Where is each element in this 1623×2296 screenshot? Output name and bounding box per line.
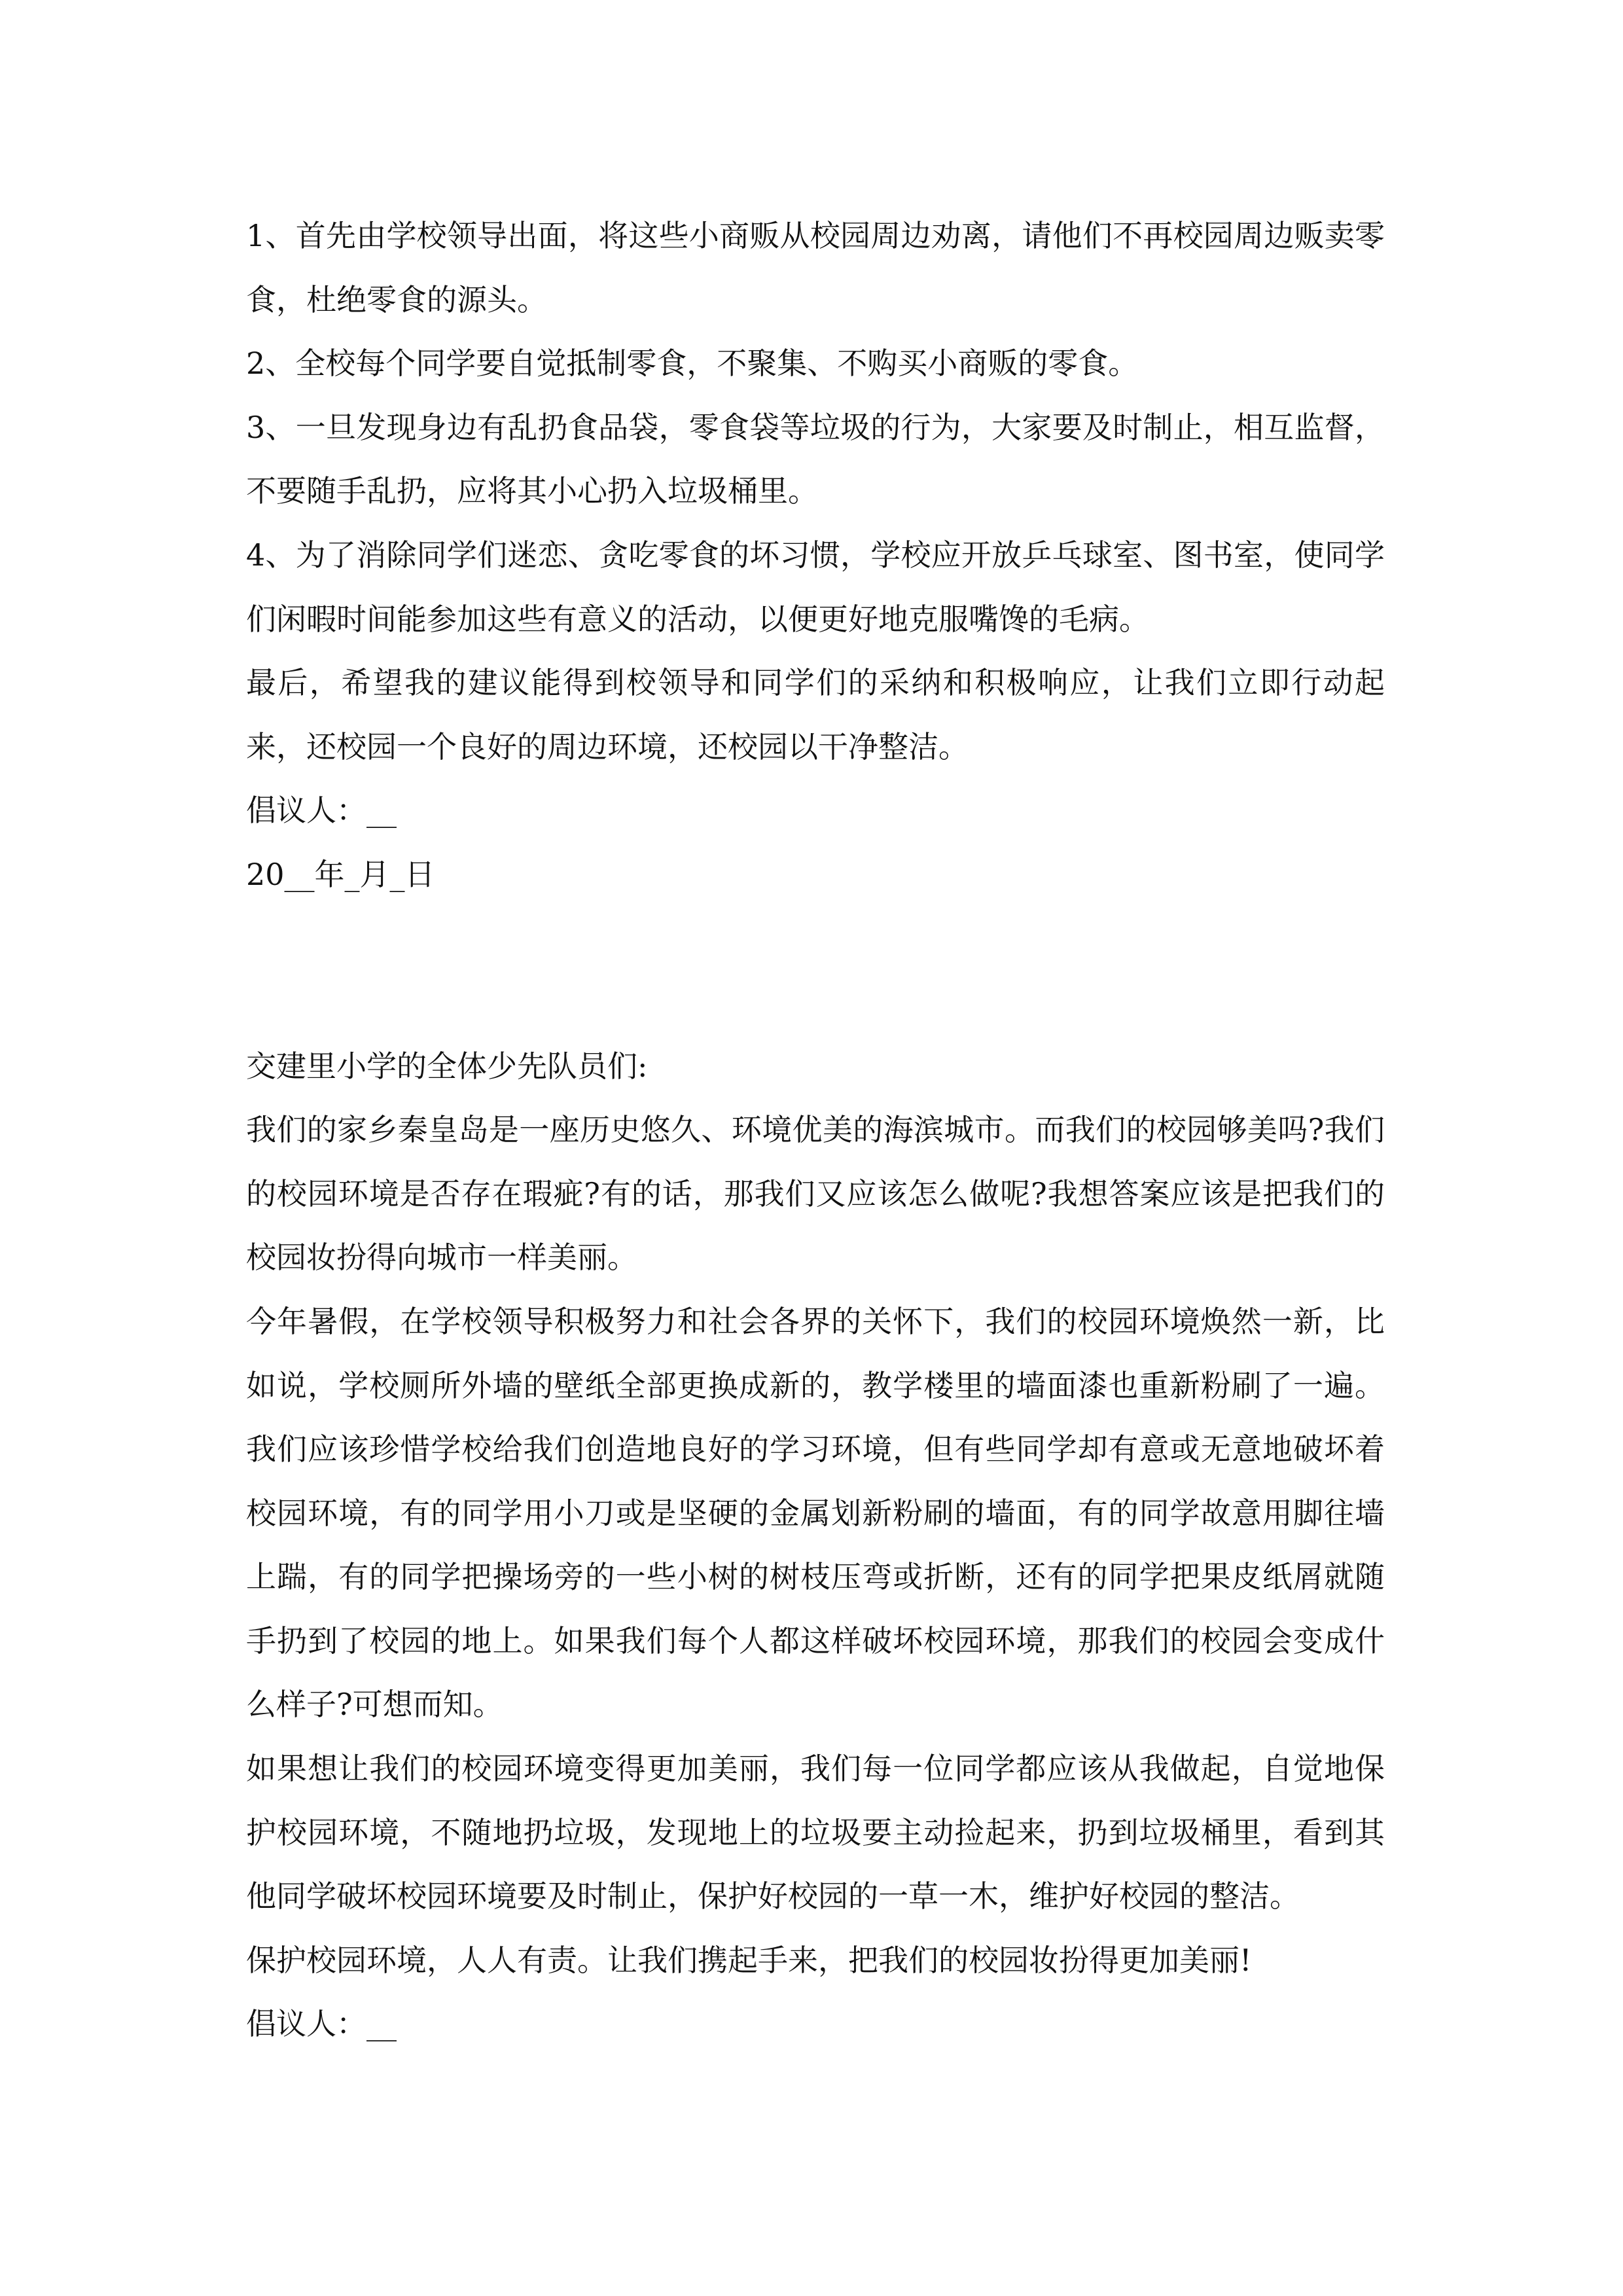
list-item: 1、首先由学校领导出面，将这些小商贩从校园周边劝离，请他们不再校园周边贩卖零食，杜绝零食的源头。 — [246, 218, 1385, 317]
list-item: 2、全校每个同学要自觉抵制零食，不聚集、不购买小商贩的零食。 — [246, 346, 1139, 382]
document-body — [246, 204, 1385, 2056]
body-paragraph: 我们的家乡秦皇岛是一座历史悠久、环境优美的海滨城市。而我们的校园够美吗?我们的校园环境是否存在瑕疵?有的话，那我们又应该怎么做呢?我想答案应该是把我们的校园妆扮得向城市一样美丽。 — [246, 1112, 1385, 1276]
section-gap — [246, 907, 1385, 1035]
body-paragraph: 保护校园环境，人人有责。让我们携起手来，把我们的校园妆扮得更加美丽! — [246, 1942, 1252, 1978]
body-paragraph: 如果想让我们的校园环境变得更加美丽，我们每一位同学都应该从我做起，自觉地保护校园环境，不随地扔垃圾，发现地上的垃圾要主动捡起来，扔到垃圾桶里，看到其他同学破坏校园环境要及时制止，保护好校园的一草一木，维护好校园的整洁。 — [246, 1751, 1385, 1914]
greeting-line: 交建里小学的全体少先队员们: — [246, 1048, 648, 1084]
closing-paragraph: 最后，希望我的建议能得到校领导和同学们的采纳和积极响应，让我们立即行动起来，还校园一个良好的周边环境，还校园以干净整洁。 — [246, 665, 1385, 764]
list-item: 4、为了消除同学们迷恋、贪吃零食的坏习惯，学校应开放乒乓球室、图书室，使同学们闲暇时间能参加这些有意义的活动，以便更好地克服嘴馋的毛病。 — [246, 537, 1385, 637]
signer-line: 倡议人：__ — [246, 2006, 397, 2042]
signer-line: 倡议人：__ — [246, 793, 397, 829]
date-line: 20__年_月_日 — [246, 856, 435, 892]
body-paragraph: 今年暑假，在学校领导积极努力和社会各界的关怀下，我们的校园环境焕然一新，比如说，学校厕所外墙的壁纸全部更换成新的，教学楼里的墙面漆也重新粉刷了一遍。我们应该珍惜学校给我们创造地良好的学习环境，但有些同学却有意或无意地破坏着校园环境，有的同学用小刀或是坚硬的金属划新粉刷的墙面，有的同学故意用脚往墙上踹，有的同学把操场旁的一些小树的树枝压弯或折断，还有的同学把果皮纸屑就随手扔到了校园的地上。如果我们每个人都这样破坏校园环境，那我们的校园会变成什么样子?可想而知。 — [246, 1303, 1385, 1723]
list-item: 3、一旦发现身边有乱扔食品袋，零食袋等垃圾的行为，大家要及时制止，相互监督，不要随手乱扔，应将其小心扔入垃圾桶里。 — [246, 409, 1385, 509]
